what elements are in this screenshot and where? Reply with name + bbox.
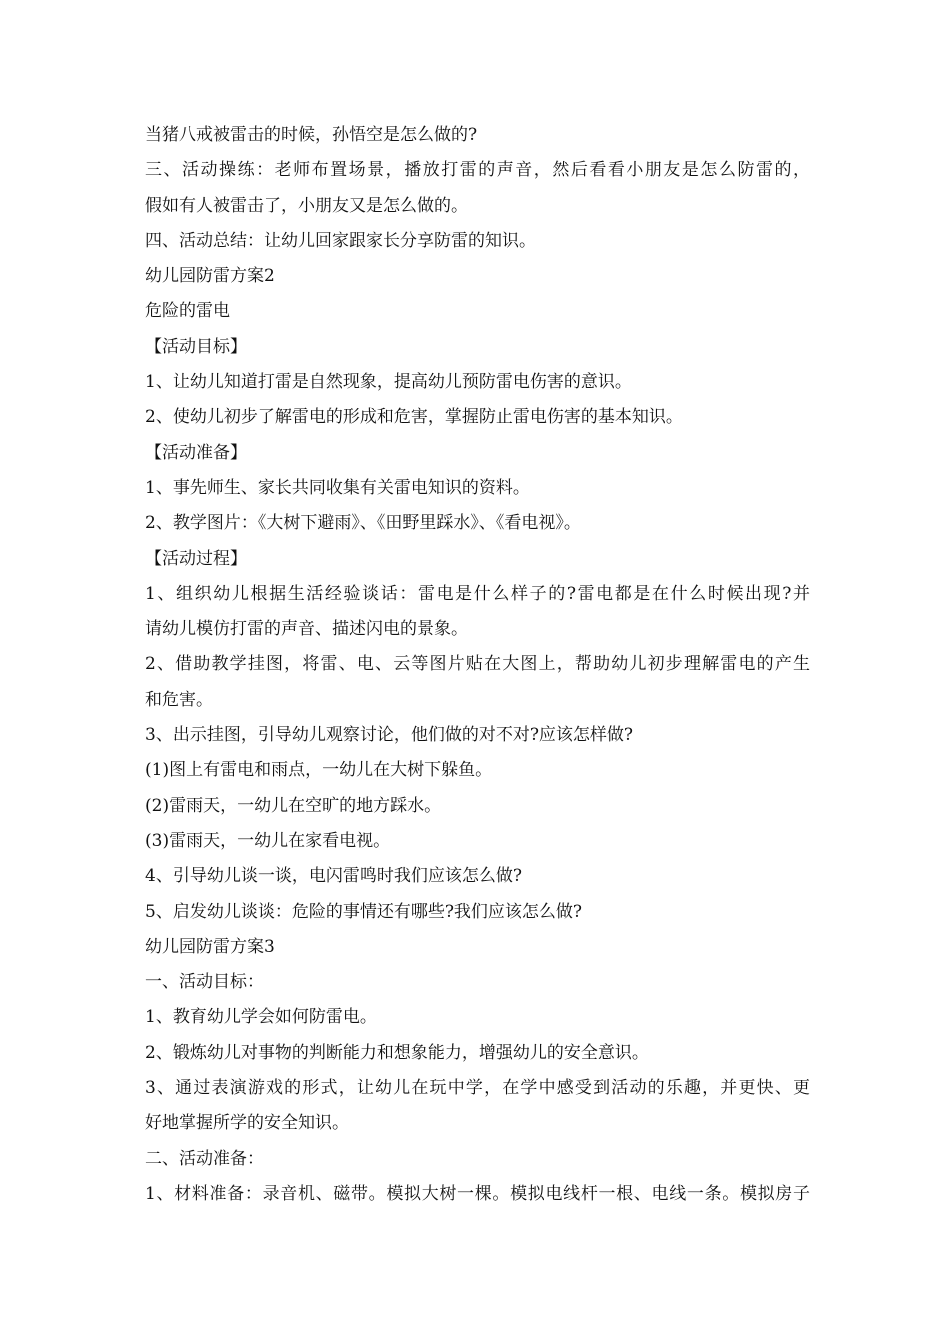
text-line: 1、让幼儿知道打雷是自然现象，提高幼儿预防雷电伤害的意识。 [145, 372, 632, 393]
text-line: 5、启发幼儿谈谈：危险的事情还有哪些?我们应该怎么做? [145, 901, 583, 922]
text-line: (2)雷雨天，一幼儿在空旷的地方踩水。 [145, 795, 442, 816]
subsection-heading: 【活动目标】 [145, 336, 247, 357]
section-heading: 幼儿园防雷方案2 [145, 266, 275, 287]
text-line: 2、锻炼幼儿对事物的判断能力和想象能力，增强幼儿的安全意识。 [145, 1042, 649, 1063]
text-line: 1、材料准备：录音机、磁带。模拟大树一棵。模拟电线杆一根、电线一条。模拟房子 [145, 1183, 810, 1204]
text-line: 请幼儿模仿打雷的声音、描述闪电的景象。 [145, 619, 468, 640]
section-heading: 幼儿园防雷方案3 [145, 936, 275, 957]
text-line: 和危害。 [145, 689, 213, 710]
text-line: (3)雷雨天，一幼儿在家看电视。 [145, 830, 391, 851]
text-line: 1、教育幼儿学会如何防雷电。 [145, 1007, 377, 1028]
subsection-heading: 二、活动准备： [145, 1148, 264, 1169]
text-line: 三、活动操练：老师布置场景，播放打雷的声音，然后看看小朋友是怎么防雷的， [145, 160, 810, 181]
text-line: 1、事先师生、家长共同收集有关雷电知识的资料。 [145, 477, 530, 498]
text-line: 2、教学图片：《大树下避雨》、《田野里踩水》、《看电视》。 [145, 513, 581, 534]
text-line: 2、使幼儿初步了解雷电的形成和危害，掌握防止雷电伤害的基本知识。 [145, 407, 683, 428]
document-body [145, 118, 810, 1212]
text-line: 1、组织幼儿根据生活经验谈话：雷电是什么样子的?雷电都是在什么时候出现?并 [145, 583, 810, 604]
text-line: 四、活动总结：让幼儿回家跟家长分享防雷的知识。 [145, 230, 536, 251]
activity-title: 危险的雷电 [145, 301, 230, 322]
text-line: 假如有人被雷击了，小朋友又是怎么做的。 [145, 195, 468, 216]
text-line: 2、借助教学挂图，将雷、电、云等图片贴在大图上，帮助幼儿初步理解雷电的产生 [145, 654, 810, 675]
text-line: 3、出示挂图，引导幼儿观察讨论，他们做的对不对?应该怎样做? [145, 725, 634, 746]
text-line: 3、通过表演游戏的形式，让幼儿在玩中学，在学中感受到活动的乐趣，并更快、更 [145, 1078, 810, 1099]
text-line: (1)图上有雷电和雨点，一幼儿在大树下躲鱼。 [145, 760, 493, 781]
subsection-heading: 【活动准备】 [145, 442, 247, 463]
text-line: 4、引导幼儿谈一谈，电闪雷鸣时我们应该怎么做? [145, 866, 522, 887]
subsection-heading: 一、活动目标： [145, 972, 264, 993]
subsection-heading: 【活动过程】 [145, 548, 247, 569]
text-line: 好地掌握所学的安全知识。 [145, 1113, 349, 1134]
text-line: 当猪八戒被雷击的时候，孙悟空是怎么做的? [145, 125, 478, 145]
